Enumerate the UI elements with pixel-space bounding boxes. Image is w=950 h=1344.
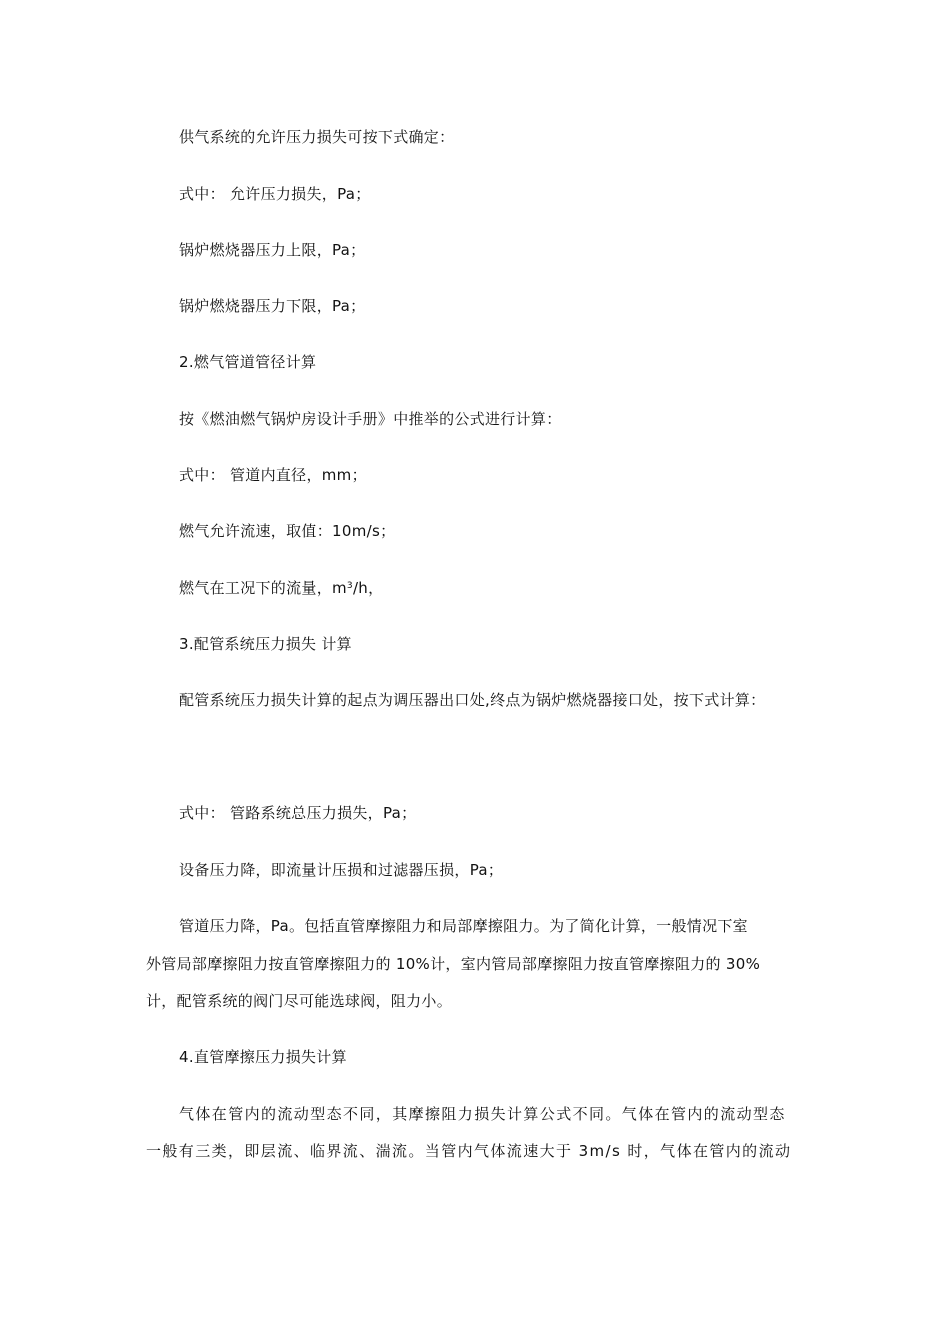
- section-heading: 3.配管系统压力损失 计算: [179, 635, 352, 653]
- variable-definition: [179, 578, 383, 598]
- paragraph-line: 外管局部摩擦阻力按直管摩擦阻力的 10%计，室内管局部摩擦阻力按直管摩擦阻力的 30%: [146, 955, 761, 973]
- section-heading: 2.燃气管道管径计算: [179, 353, 317, 371]
- paragraph-line: 一般有三类，即层流、临界流、湍流。当管内气体流速大于 3m/s 时，气体在管内的流动: [146, 1142, 792, 1160]
- paragraph-line: 管道压力降，Pa。包括直管摩擦阻力和局部摩擦阻力。为了简化计算，一般情况下室: [179, 917, 748, 935]
- formula-intro: 配管系统压力损失计算的起点为调压器出口处,终点为锅炉燃烧器接口处，按下式计算：: [179, 691, 766, 709]
- variable-definition: 式中： 管路系统总压力损失，Pa；: [179, 804, 417, 822]
- flow-unit-rest: /h，: [352, 579, 384, 597]
- variable-definition: 锅炉燃烧器压力上限，Pa；: [179, 241, 366, 259]
- variable-definition: 设备压力降，即流量计压损和过滤器压损，Pa；: [179, 861, 504, 879]
- formula-intro: 供气系统的允许压力损失可按下式确定：: [179, 128, 455, 146]
- paragraph-line: 计，配管系统的阀门尽可能选球阀，阻力小。: [146, 992, 453, 1010]
- flow-unit-superscript: 3: [346, 581, 353, 591]
- flow-text: 燃气在工况下的流量，m: [179, 579, 347, 597]
- variable-definition: 式中： 允许压力损失，Pa；: [179, 185, 371, 203]
- formula-intro: 按《燃油燃气锅炉房设计手册》中推举的公式进行计算：: [179, 410, 562, 428]
- variable-definition: 燃气允许流速，取值：10m/s；: [179, 522, 396, 540]
- section-heading: 4.直管摩擦压力损失计算: [179, 1048, 347, 1066]
- variable-definition: 式中： 管道内直径，mm；: [179, 466, 367, 484]
- paragraph-line: 气体在管内的流动型态不同，其摩擦阻力损失计算公式不同。气体在管内的流动型态: [179, 1105, 786, 1123]
- variable-definition: 锅炉燃烧器压力下限，Pa；: [179, 297, 366, 315]
